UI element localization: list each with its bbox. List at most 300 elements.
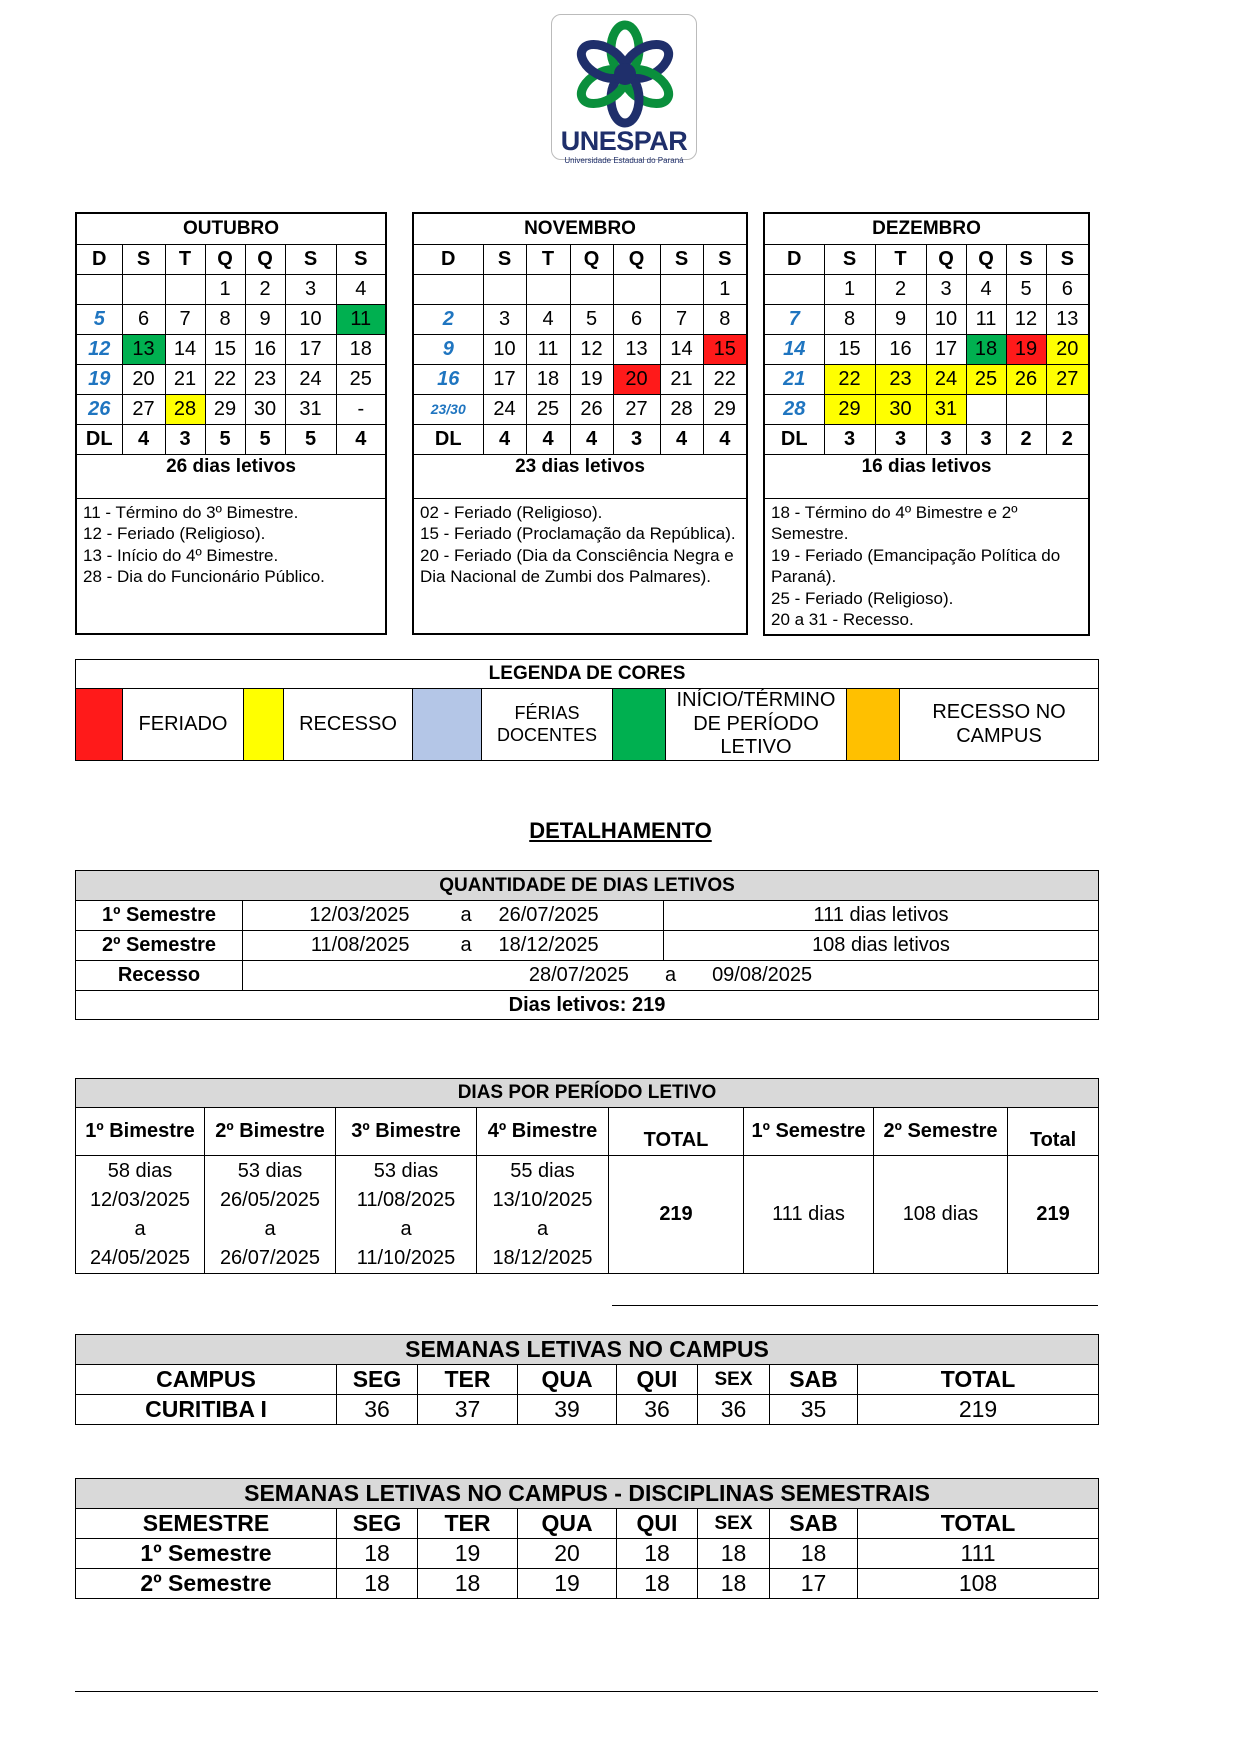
calendar-day: 24 [285, 364, 336, 394]
note-item: 02 - Feriado (Religioso). [420, 502, 603, 522]
month-notes [413, 498, 747, 634]
semester-label: 2º Semestre [76, 931, 243, 961]
calendar-day: 14 [764, 334, 824, 364]
bimestre-days: 58 dias [107, 1159, 173, 1182]
month-total: 16 dias letivos [764, 454, 1089, 498]
semester-start: 12/03/2025 [243, 901, 440, 931]
calendar-day: 5 [76, 304, 122, 334]
calendar-day: 1 [703, 274, 747, 304]
periodo-total: 219 [609, 1156, 744, 1274]
header-sab: SAB [770, 1365, 858, 1395]
calendar-day: 13 [1046, 304, 1089, 334]
weekday-header: S [1006, 244, 1046, 274]
dl-count: 4 [336, 424, 386, 454]
legend-swatch-feriado [76, 689, 123, 761]
week-row [76, 364, 386, 394]
week-row [76, 394, 386, 424]
month-notes [764, 498, 1089, 635]
calendar-day: 11 [966, 304, 1006, 334]
week-row [764, 364, 1089, 394]
dl-count: 2 [1006, 424, 1046, 454]
dl-count: 3 [613, 424, 660, 454]
campus-name: CURITIBA I [76, 1395, 337, 1425]
header-qua: QUA [518, 1509, 617, 1539]
calendar-day: 20 [1046, 334, 1089, 364]
value-sex: 36 [698, 1395, 770, 1425]
legend-label-ferias: FÉRIAS DOCENTES [482, 689, 613, 761]
header-total: TOTAL [858, 1509, 1099, 1539]
semester-label: 1º Semestre [76, 901, 243, 931]
unespar-logo [551, 14, 697, 165]
weekday-header: D [76, 244, 122, 274]
calendar-day: 31 [285, 394, 336, 424]
calendar-day: 6 [122, 304, 165, 334]
calendar-novembro [412, 212, 748, 635]
value-qui: 36 [617, 1395, 698, 1425]
value-qui: 18 [617, 1539, 698, 1569]
value-qua: 39 [518, 1395, 617, 1425]
header-2-semestre: 2º Semestre [874, 1108, 1008, 1156]
calendar-day [966, 394, 1006, 424]
table-row [76, 961, 1099, 991]
value-total: 108 [858, 1569, 1099, 1599]
calendar-day: 30 [875, 394, 926, 424]
calendar-day: 26 [1006, 364, 1046, 394]
header-1-semestre: 1º Semestre [744, 1108, 874, 1156]
month-total: 23 dias letivos [413, 454, 747, 498]
semester-start: 11/08/2025 [243, 931, 440, 961]
note-item: 28 - Dia do Funcionário Público. [83, 567, 325, 586]
calendar-day: 24 [926, 364, 966, 394]
calendar-day: 7 [660, 304, 703, 334]
legend-label-feriado: FERIADO [123, 689, 244, 761]
calendar-day: 19 [1006, 334, 1046, 364]
value-seg: 18 [337, 1539, 418, 1569]
table-row [76, 901, 1099, 931]
bimestre-4-cell [477, 1156, 609, 1274]
dl-count: 4 [703, 424, 747, 454]
recesso-end: 09/08/2025 [712, 964, 813, 986]
header-total: TOTAL [609, 1108, 744, 1156]
header-qua: QUA [518, 1365, 617, 1395]
bimestre-end: 18/12/2025 [492, 1246, 593, 1269]
semester-sep: a [440, 901, 493, 931]
divider-line [612, 1305, 1098, 1306]
week-row [764, 334, 1089, 364]
calendar-day: 19 [570, 364, 613, 394]
calendar-day: 30 [245, 394, 285, 424]
dl-count: 5 [205, 424, 245, 454]
calendar-day: 23 [875, 364, 926, 394]
dl-count: 4 [660, 424, 703, 454]
weekday-header: Q [966, 244, 1006, 274]
legend-label-recesso-campus: RECESSO NO CAMPUS [900, 689, 1099, 761]
table-row [76, 1156, 1099, 1274]
calendar-day: 3 [285, 274, 336, 304]
value-qua: 19 [518, 1569, 617, 1599]
legend-swatch-recesso [244, 689, 284, 761]
calendar-day: 2 [413, 304, 483, 334]
dl-count: 4 [483, 424, 526, 454]
dl-row [76, 424, 386, 454]
week-row [764, 274, 1089, 304]
dl-row [764, 424, 1089, 454]
semanas-letivas-table [75, 1334, 1099, 1425]
semestre-name: 1º Semestre [76, 1539, 337, 1569]
dl-count: 3 [824, 424, 875, 454]
header-sex: SEX [698, 1509, 770, 1539]
week-row [413, 334, 747, 364]
calendar-day: 19 [76, 364, 122, 394]
note-item: 12 - Feriado (Religioso). [83, 524, 266, 543]
legend-swatch-ferias [413, 689, 482, 761]
note-item: 20 - Feriado (Dia da Consciência Negra e Dia Nacional de Zumbi dos Palmares). [420, 545, 734, 586]
semanas-semestrais-table [75, 1478, 1099, 1599]
calendar-day [1006, 394, 1046, 424]
section-title-detalhamento: DETALHAMENTO [529, 818, 712, 843]
table-row [76, 1569, 1099, 1599]
value-ter: 19 [418, 1539, 518, 1569]
footer-line [75, 1691, 1098, 1692]
note-item: 11 - Término do 3º Bimestre. [83, 502, 299, 522]
calendar-day: 1 [205, 274, 245, 304]
calendar-day: 24 [483, 394, 526, 424]
periodo-sem1: 111 dias [744, 1156, 874, 1274]
calendar-day [122, 274, 165, 304]
weekday-header: S [824, 244, 875, 274]
calendar-day: 9 [413, 334, 483, 364]
calendar-day: 9 [875, 304, 926, 334]
calendar-day: 23/30 [413, 394, 483, 424]
header-sex: SEX [698, 1365, 770, 1395]
weekday-header: S [1046, 244, 1089, 274]
value-sex: 18 [698, 1539, 770, 1569]
weekday-header: S [122, 244, 165, 274]
note-item: 18 - Término do 4º Bimestre e 2º Semestre. [771, 502, 1018, 543]
note-item: 19 - Feriado (Emancipação Política do Paraná). [771, 545, 1061, 586]
calendar-day: 27 [122, 394, 165, 424]
calendar-day: 3 [483, 304, 526, 334]
legend-label-inicio-termino: INÍCIO/TÉRMINO DE PERÍODO LETIVO [666, 689, 847, 761]
dl-count: 5 [285, 424, 336, 454]
calendar-day: 29 [205, 394, 245, 424]
dl-count: 3 [966, 424, 1006, 454]
header-4-bimestre: 4º Bimestre [477, 1108, 609, 1156]
calendar-day: 21 [660, 364, 703, 394]
weekday-header: D [413, 244, 483, 274]
calendar-day: 10 [926, 304, 966, 334]
calendar-day: 11 [526, 334, 570, 364]
calendar-day: 29 [703, 394, 747, 424]
calendar-day [165, 274, 205, 304]
note-item: 25 - Feriado (Religioso). [771, 588, 954, 608]
logo-name: UNESPAR [560, 126, 688, 156]
calendar-day: 21 [764, 364, 824, 394]
calendar-day: 14 [165, 334, 205, 364]
header-total: TOTAL [858, 1365, 1099, 1395]
dias-letivos-total: Dias letivos: 219 [76, 991, 1099, 1020]
header-2-bimestre: 2º Bimestre [205, 1108, 336, 1156]
calendar-day: 4 [966, 274, 1006, 304]
calendar-day: 28 [764, 394, 824, 424]
calendar-day [613, 274, 660, 304]
header-sab: SAB [770, 1509, 858, 1539]
semanas-semestrais-title: SEMANAS LETIVAS NO CAMPUS - DISCIPLINAS SEMESTRAIS [76, 1479, 1099, 1509]
calendar-day: 12 [1006, 304, 1046, 334]
calendar-day: 25 [336, 364, 386, 394]
semanas-letivas-title: SEMANAS LETIVAS NO CAMPUS [76, 1335, 1099, 1365]
bimestre-sep: a [134, 1217, 146, 1240]
calendar-day: 27 [1046, 364, 1089, 394]
calendar-day: 13 [122, 334, 165, 364]
header-seg: SEG [337, 1509, 418, 1539]
dl-label: DL [76, 424, 122, 454]
calendar-day: 11 [336, 304, 386, 334]
table-row [76, 931, 1099, 961]
calendar-day: 16 [413, 364, 483, 394]
weekday-header: Q [570, 244, 613, 274]
calendar-dezembro [763, 212, 1090, 636]
weekday-header: Q [205, 244, 245, 274]
month-name: DEZEMBRO [764, 213, 1089, 244]
dl-count: 3 [875, 424, 926, 454]
bimestre-end: 26/07/2025 [219, 1246, 321, 1269]
bimestre-end: 24/05/2025 [89, 1246, 191, 1269]
recesso-label: Recesso [76, 961, 243, 991]
value-qua: 20 [518, 1539, 617, 1569]
week-row [413, 364, 747, 394]
note-item: 15 - Feriado (Proclamação da República). [420, 524, 736, 543]
calendar-day: 8 [824, 304, 875, 334]
semester-end: 26/07/2025 [493, 901, 664, 931]
calendar-day: 7 [764, 304, 824, 334]
semestre-name: 2º Semestre [76, 1569, 337, 1599]
weekday-header: S [703, 244, 747, 274]
week-row [413, 394, 747, 424]
dl-count: 5 [245, 424, 285, 454]
calendar-day: 7 [165, 304, 205, 334]
semester-sep: a [440, 931, 493, 961]
calendar-day: 17 [483, 364, 526, 394]
calendar-day: 22 [205, 364, 245, 394]
bimestre-sep: a [264, 1217, 276, 1240]
month-name: NOVEMBRO [413, 213, 747, 244]
value-sex: 18 [698, 1569, 770, 1599]
week-row [76, 334, 386, 364]
value-seg: 36 [337, 1395, 418, 1425]
week-row [413, 274, 747, 304]
header-campus: CAMPUS [76, 1365, 337, 1395]
calendar-day: 15 [824, 334, 875, 364]
dl-label: DL [764, 424, 824, 454]
calendar-day: 8 [205, 304, 245, 334]
month-total: 26 dias letivos [76, 454, 386, 498]
calendar-day: 18 [336, 334, 386, 364]
header-total-2: Total [1008, 1108, 1099, 1156]
legend-label-recesso: RECESSO [284, 689, 413, 761]
legend-swatch-inicio-termino [613, 689, 666, 761]
color-legend [75, 659, 1099, 761]
calendar-day: 12 [76, 334, 122, 364]
calendar-day: 16 [875, 334, 926, 364]
weekday-header: S [336, 244, 386, 274]
legend-swatch-recesso-campus [847, 689, 900, 761]
weekday-header: Q [613, 244, 660, 274]
bimestre-days: 53 dias [373, 1159, 439, 1182]
header-ter: TER [418, 1509, 518, 1539]
value-sab: 18 [770, 1539, 858, 1569]
value-ter: 37 [418, 1395, 518, 1425]
calendar-day: 27 [613, 394, 660, 424]
recesso-sep: a [664, 964, 677, 986]
week-row [764, 394, 1089, 424]
calendar-day: 25 [966, 364, 1006, 394]
value-qui: 18 [617, 1569, 698, 1599]
bimestre-days: 53 dias [237, 1159, 303, 1182]
month-notes [76, 498, 386, 634]
calendar-day: 23 [245, 364, 285, 394]
calendar-day: 10 [483, 334, 526, 364]
calendar-day: 18 [966, 334, 1006, 364]
calendar-day: 16 [245, 334, 285, 364]
calendar-day: 21 [165, 364, 205, 394]
calendar-day: 28 [660, 394, 703, 424]
bimestre-start: 26/05/2025 [219, 1188, 321, 1211]
weekday-header: Q [245, 244, 285, 274]
calendar-day: 20 [122, 364, 165, 394]
value-total: 111 [858, 1539, 1099, 1569]
weekday-header: Q [926, 244, 966, 274]
value-seg: 18 [337, 1569, 418, 1599]
calendar-day: 12 [570, 334, 613, 364]
value-sab: 35 [770, 1395, 858, 1425]
dias-letivos-table [75, 870, 1099, 1020]
calendar-day [413, 274, 483, 304]
bimestre-3-cell [336, 1156, 477, 1274]
bimestre-sep: a [536, 1217, 549, 1240]
calendar-day: 25 [526, 394, 570, 424]
calendar-day: 5 [1006, 274, 1046, 304]
calendar-day: 4 [336, 274, 386, 304]
calendar-day: 17 [285, 334, 336, 364]
calendar-day: 2 [245, 274, 285, 304]
week-row [764, 304, 1089, 334]
calendar-day: 1 [824, 274, 875, 304]
dias-letivos-title: QUANTIDADE DE DIAS LETIVOS [76, 871, 1099, 901]
calendar-day: 28 [165, 394, 205, 424]
calendar-day [483, 274, 526, 304]
table-row [76, 1539, 1099, 1569]
recesso-start: 28/07/2025 [528, 964, 629, 986]
header-3-bimestre: 3º Bimestre [336, 1108, 477, 1156]
calendar-day [1046, 394, 1089, 424]
calendar-day [660, 274, 703, 304]
dl-count: 4 [570, 424, 613, 454]
weekday-header: T [526, 244, 570, 274]
calendar-day: 8 [703, 304, 747, 334]
legend-title: LEGENDA DE CORES [76, 660, 1099, 689]
dl-count: 3 [926, 424, 966, 454]
calendar-day: 17 [926, 334, 966, 364]
calendar-day [76, 274, 122, 304]
bimestre-1-cell [76, 1156, 205, 1274]
bimestre-end: 11/10/2025 [356, 1246, 456, 1269]
weekday-header: S [483, 244, 526, 274]
calendar-day: 6 [613, 304, 660, 334]
week-row [76, 274, 386, 304]
bimestre-sep: a [400, 1217, 412, 1240]
weekday-header: T [165, 244, 205, 274]
calendar-day: 22 [703, 364, 747, 394]
header-seg: SEG [337, 1365, 418, 1395]
month-name: OUTUBRO [76, 213, 386, 244]
header-qui: QUI [617, 1365, 698, 1395]
week-row [76, 304, 386, 334]
calendar-day: 29 [824, 394, 875, 424]
calendar-day: 6 [1046, 274, 1089, 304]
value-sab: 17 [770, 1569, 858, 1599]
dias-por-periodo-title: DIAS POR PERÍODO LETIVO [76, 1079, 1099, 1108]
header-qui: QUI [617, 1509, 698, 1539]
bimestre-days: 55 dias [510, 1159, 575, 1182]
calendar-day: 5 [570, 304, 613, 334]
calendar-day: 15 [205, 334, 245, 364]
calendar-day: 20 [613, 364, 660, 394]
calendar-day [526, 274, 570, 304]
bimestre-start: 13/10/2025 [492, 1188, 593, 1211]
calendar-day: 15 [703, 334, 747, 364]
calendar-day: 18 [526, 364, 570, 394]
unespar-emblem-icon [570, 19, 680, 129]
dl-count: 3 [165, 424, 205, 454]
dl-row [413, 424, 747, 454]
weekday-header: S [660, 244, 703, 274]
calendar-day: 10 [285, 304, 336, 334]
dl-label: DL [413, 424, 483, 454]
periodo-sem2: 108 dias [874, 1156, 1008, 1274]
value-total: 219 [858, 1395, 1099, 1425]
header-ter: TER [418, 1365, 518, 1395]
weekday-header: D [764, 244, 824, 274]
calendar-day: - [336, 394, 386, 424]
calendar-day: 26 [570, 394, 613, 424]
week-row [413, 304, 747, 334]
table-row [76, 1395, 1099, 1425]
calendar-day [764, 274, 824, 304]
dl-count: 4 [122, 424, 165, 454]
bimestre-start: 11/08/2025 [356, 1188, 456, 1211]
calendar-day: 3 [926, 274, 966, 304]
semester-days: 108 dias letivos [664, 931, 1099, 961]
periodo-total-2: 219 [1008, 1156, 1099, 1274]
semester-end: 18/12/2025 [493, 931, 664, 961]
calendar-day [570, 274, 613, 304]
bimestre-start: 12/03/2025 [89, 1188, 191, 1211]
dl-count: 4 [526, 424, 570, 454]
calendar-day: 31 [926, 394, 966, 424]
calendar-day: 13 [613, 334, 660, 364]
logo-subtitle: Universidade Estadual do Paraná [564, 156, 684, 165]
weekday-header: T [875, 244, 926, 274]
header-semestre: SEMESTRE [76, 1509, 337, 1539]
calendar-day: 2 [875, 274, 926, 304]
dias-por-periodo-table [75, 1078, 1099, 1274]
calendar-day: 4 [526, 304, 570, 334]
note-item: 20 a 31 - Recesso. [771, 610, 914, 629]
dl-count: 2 [1046, 424, 1089, 454]
calendar-day: 26 [76, 394, 122, 424]
bimestre-2-cell [205, 1156, 336, 1274]
